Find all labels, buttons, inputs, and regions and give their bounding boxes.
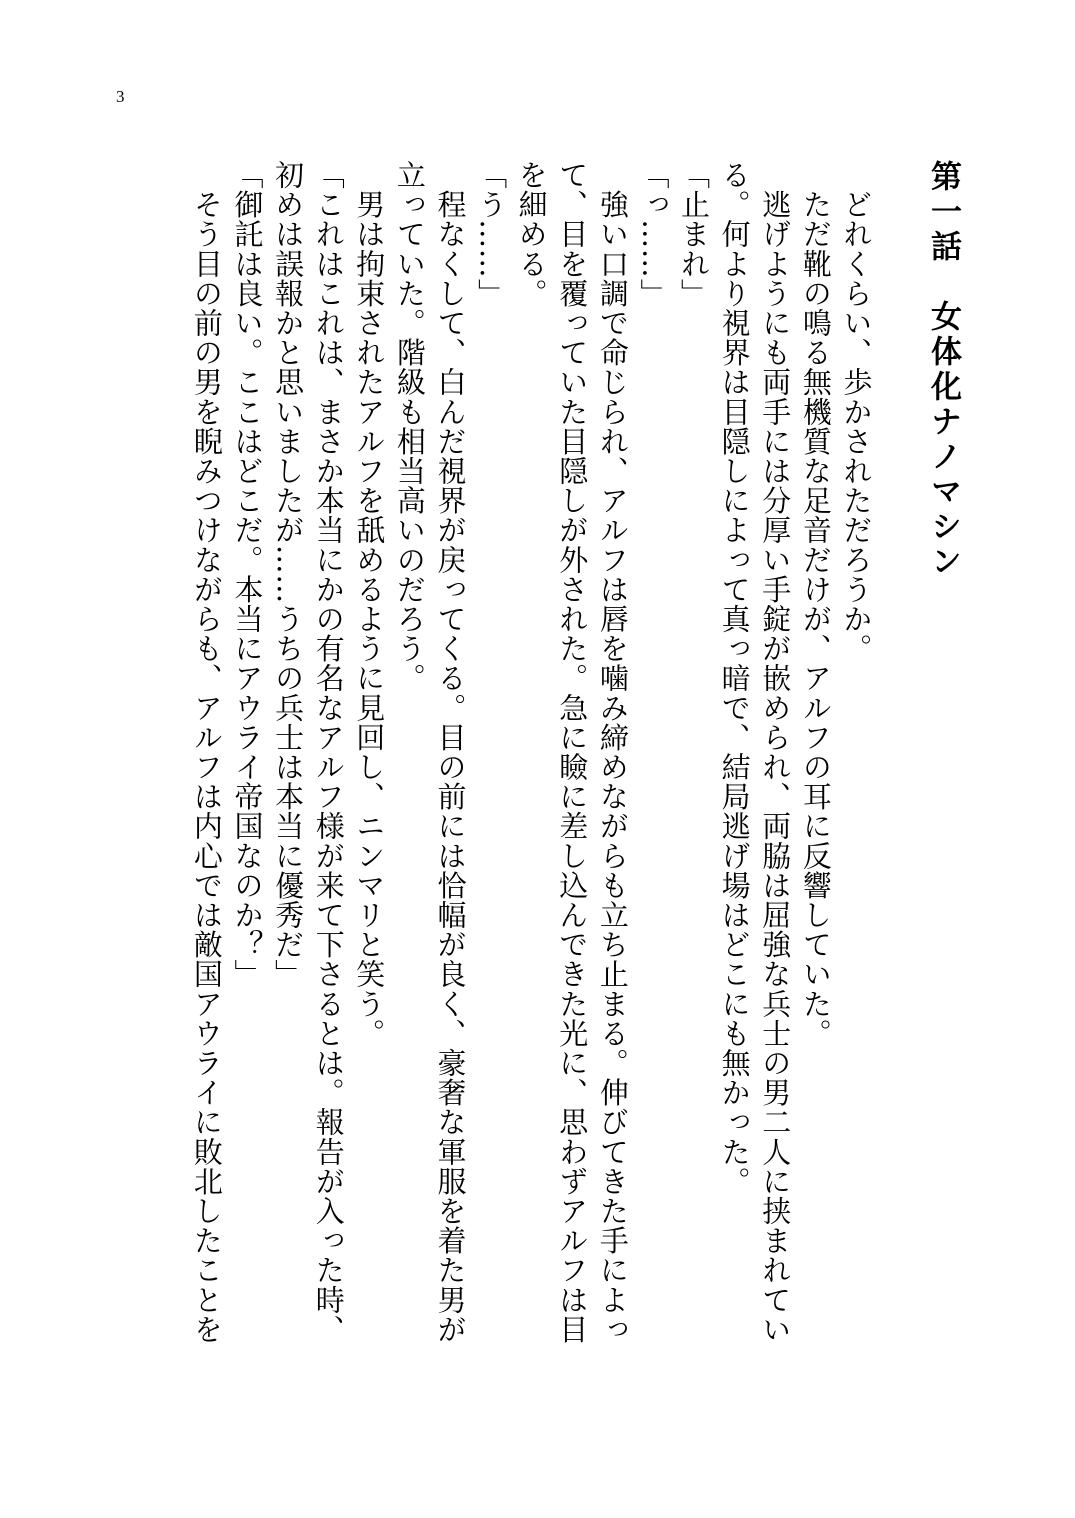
text-line: 程なくして、白んだ視界が戻ってくる。目の前には恰幅が良く、豪奢な軍服を着た男が (433, 160, 468, 1344)
dialogue-line: 「御託は良い。ここはどこだ。本当にアウライ帝国なのか？」 (230, 160, 265, 989)
page-number: 3 (116, 87, 125, 106)
dialogue-line: 「止まれ」 (677, 160, 712, 308)
text-line: る。何より視界は目隠しによって真っ暗で、結局逃げ場はどこにも無かった。 (717, 160, 752, 1196)
text-line: 強い口調で命じられ、アルフは唇を噛み締めながらも立ち止まる。伸びてきた手によっ (595, 160, 630, 1344)
text-line: 逃げようにも両手には分厚い手錠が嵌められ、両脇は屈強な兵士の男二人に挟まれてい (758, 160, 793, 1344)
dialogue-line: 「っ……」 (636, 160, 671, 308)
text-line: 男は拘束されたアルフを舐めるように見回し、ニンマリと笑う。 (352, 160, 387, 1048)
vertical-text-body (186, 160, 963, 1344)
dialogue-line: 「これはこれは、まさか本当にかの有名なアルフ様が来て下さるとは。報告が入った時、 (311, 160, 346, 1344)
text-line: どれくらい、歩かされただろうか。 (839, 160, 874, 664)
chapter-title: 第一話 女体化ナノマシン (925, 160, 961, 580)
text-line: を細める。 (514, 160, 549, 308)
dialogue-line: 初めは誤報かと思いましたが……うちの兵士は本当に優秀だ」 (271, 160, 306, 989)
text-line: て、目を覆っていた目隠しが外された。急に瞼に差し込んできた光に、思わずアルフは目 (555, 160, 590, 1344)
dialogue-line: 「う……」 (474, 160, 509, 308)
text-line: ただ靴の鳴る無機質な足音だけが、アルフの耳に反響していた。 (798, 160, 833, 1048)
text-line: 立っていた。階級も相当高いのだろう。 (392, 160, 427, 693)
text-line: そう目の前の男を睨みつけながらも、アルフは内心では敵国アウライに敗北したことを (189, 160, 224, 1344)
